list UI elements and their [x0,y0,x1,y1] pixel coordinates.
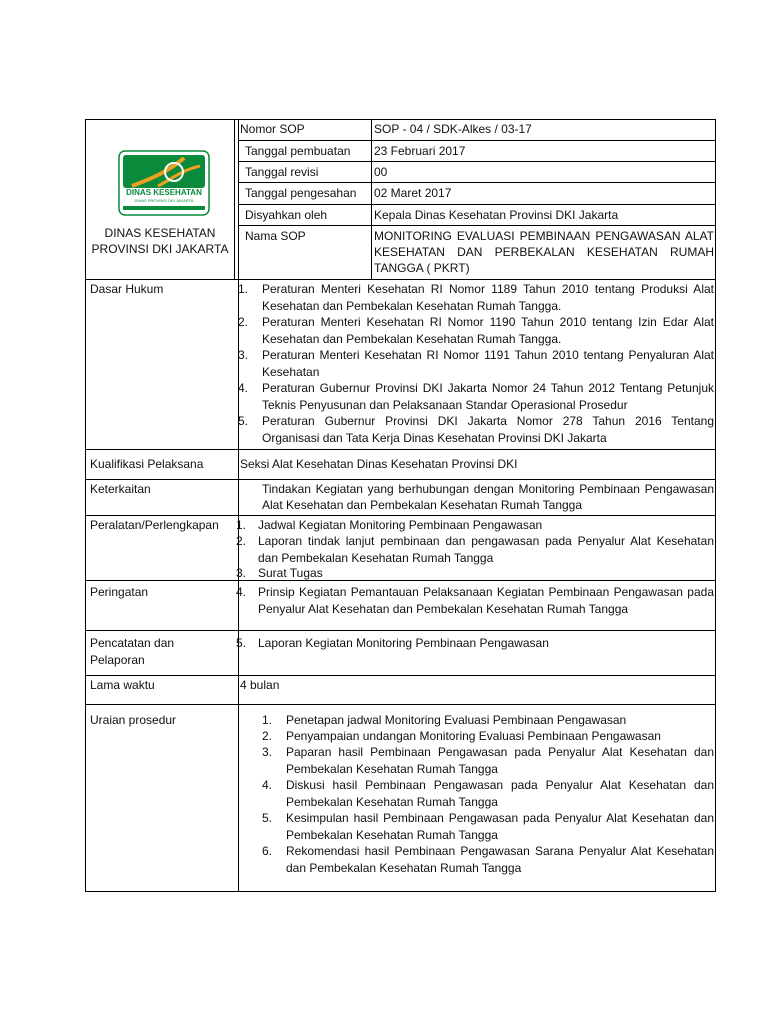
section-line [85,515,716,516]
section-line [85,704,716,705]
org-name-line1: DINAS KESEHATAN [104,226,216,240]
keterkaitan-label: Keterkaitan [90,482,151,496]
header-value-nama-sop: MONITORING EVALUASI PEMBINAAN PENGAWASAN ALAT KESEHATAN DAN PERBEKALAN KESEHATAN RUMAH TANGGA ( PKRT) [374,229,714,275]
header-label-tanggal-revisi: Tanggal revisi [245,165,319,179]
list-item: 5. Peraturan Gubernur Provinsi DKI Jakarta Nomor 278 Tahun 2016 Tentang Organisasi dan Tata Kerja Dinas Kesehatan Provinsi DKI Jakarta [238,414,714,445]
logo-subtext: DINAS PROVINSI DKI JAKARTA [134,198,194,203]
table-border-right [715,119,716,892]
pencatatan-label-line2: Pelaporan [90,653,145,667]
list-item: 3. Peraturan Menteri Kesehatan RI Nomor 1191 Tahun 2010 tentang Penyaluran Alat Kesehatan [238,348,714,379]
list-item: 4. Diskusi hasil Pembinaan Pengawasan pada Penyalur Alat Kesehatan dan Pembekalan Kesehatan Rumah Tangga [262,778,714,809]
table-border-top [85,119,716,120]
header-row-line [238,161,715,162]
list-item: 4. Peraturan Gubernur Provinsi DKI Jakarta Nomor 24 Tahun 2012 Tentang Petunjuk Teknis Penyusunan dan Pelaksanaan Standar Operasional Prosedur [238,381,714,412]
org-name-line2: PROVINSI DKI JAKARTA [91,242,229,256]
pencatatan-label-line1: Pencatatan dan [90,636,175,650]
list-item: 1. Peraturan Menteri Kesehatan RI Nomor 1189 Tahun 2010 tentang Produksi Alat Kesehatan dan Pembekalan Kesehatan Rumah Tangga. [238,282,714,313]
section-line [85,630,716,631]
header-label-tanggal-pembuatan: Tanggal pembuatan [245,144,351,158]
header-label-nomor-sop: Nomor SOP [240,122,305,136]
lama-waktu-value: 4 bulan [240,678,280,692]
peringatan-label: Peringatan [90,585,149,599]
header-row-line [238,204,715,205]
kualifikasi-label: Kualifikasi Pelaksana [90,457,204,471]
list-item: 2. Laporan tindak lanjut pembinaan dan pengawasan pada Penyalur Alat Kesehatan dan Pembekalan Kesehatan Rumah Tangga [236,534,714,565]
section-line [85,279,716,280]
header-value-tanggal-pembuatan: 23 Februari 2017 [374,144,466,158]
header-label-divider [371,119,372,279]
header-label-nama-sop: Nama SOP [245,229,306,243]
section-line [85,479,716,480]
peralatan-label: Peralatan/Perlengkapan [90,518,219,532]
dinkes-logo [118,150,210,216]
keterkaitan-value: Tindakan Kegiatan yang berhubungan dengan Monitoring Pembinaan Pengawasan Alat Kesehatan dan Pembekalan Kesehatan Rumah Tangga [262,482,714,512]
kualifikasi-value: Seksi Alat Kesehatan Dinas Kesehatan Provinsi DKI [240,457,518,471]
header-value-disyahkan-oleh: Kepala Dinas Kesehatan Provinsi DKI Jakarta [374,208,619,222]
list-item: 1. Penetapan jadwal Monitoring Evaluasi Pembinaan Pengawasan [262,713,627,727]
header-value-tanggal-revisi: 00 [374,165,388,179]
list-item: 5. Kesimpulan hasil Pembinaan Pengawasan pada Penyalur Alat Kesehatan dan Pembekalan Kesehatan Rumah Tangga [262,811,714,842]
dinkes-logo-graphic [118,150,210,216]
list-item: 3. Surat Tugas [236,566,323,580]
list-item: 5. Laporan Kegiatan Monitoring Pembinaan Pengawasan [236,636,549,650]
logo-text: DINAS KESEHATAN [126,188,202,197]
list-item: 6. Rekomendasi hasil Pembinaan Pengawasan Sarana Penyalur Alat Kesehatan dan Pembekalan Kesehatan Rumah Tangga [262,844,714,875]
header-value-tanggal-pengesahan: 02 Maret 2017 [374,186,452,200]
lama-waktu-label: Lama waktu [90,678,155,692]
header-row-line [238,182,715,183]
header-row-line [238,140,715,141]
list-item: 4. Prinsip Kegiatan Pemantauan Pelaksanaan Kegiatan Pembinaan Pengawasan pada Penyalur Alat Kesehatan dan Pembekalan Kesehatan Rumah Tangga [236,585,714,616]
table-border-bottom [85,891,716,892]
section-line [85,449,716,450]
list-item: 3. Paparan hasil Pembinaan Pengawasan pada Penyalur Alat Kesehatan dan Pembekalan Kesehatan Rumah Tangga [262,745,714,776]
dasar-hukum-label: Dasar Hukum [90,282,164,296]
header-divider-logo [234,119,235,279]
list-item: 1. Jadwal Kegiatan Monitoring Pembinaan Pengawasan [236,518,543,532]
header-label-disyahkan-oleh: Disyahkan oleh [245,208,328,222]
uraian-label: Uraian prosedur [90,713,177,727]
header-row-line [238,225,715,226]
section-line [85,675,716,676]
list-item: 2. Peraturan Menteri Kesehatan RI Nomor 1190 Tahun 2010 tentang Izin Edar Alat Kesehatan dan Pembekalan Kesehatan Rumah Tangga. [238,315,714,346]
list-item: 2. Penyampaian undangan Monitoring Evaluasi Pembinaan Pengawasan [262,729,661,743]
header-inner-left [238,119,239,279]
header-label-tanggal-pengesahan: Tanggal pengesahan [245,186,357,200]
header-value-nomor-sop: SOP - 04 / SDK-Alkes / 03-17 [374,122,532,136]
